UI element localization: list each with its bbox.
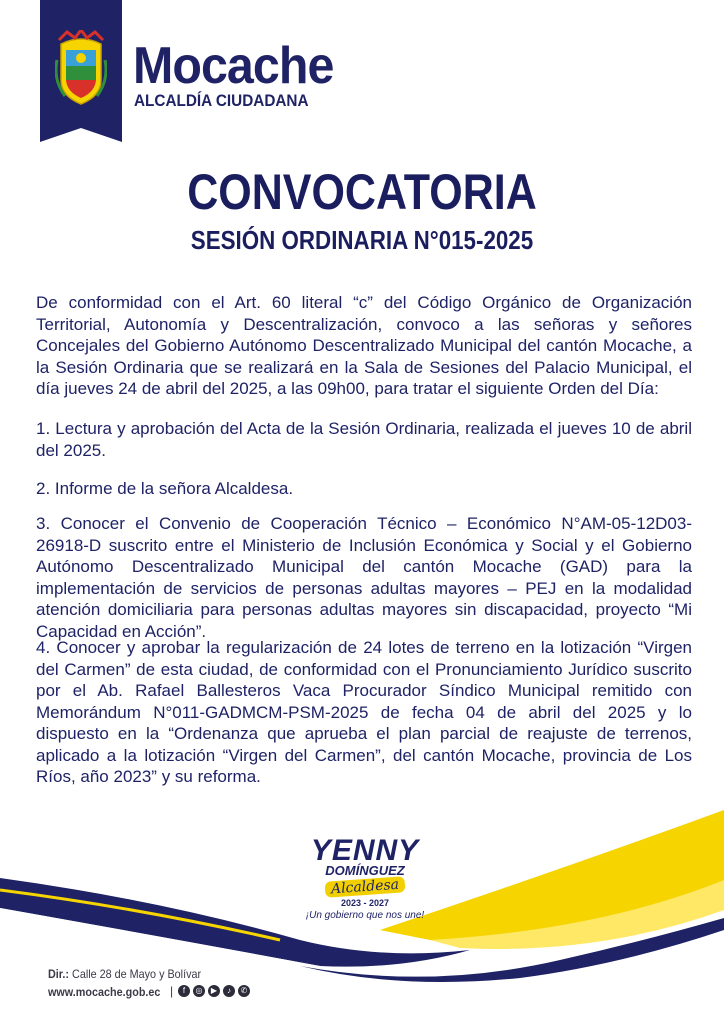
brand-name: Mocache — [133, 37, 334, 95]
agenda-item-3: 3. Conocer el Convenio de Cooperación Técnico – Económico N°AM-05-12D03-26918-D suscrito entre el Ministerio de Inclusión Económica y Social y el Gobierno Autónomo Descentralizado Municipal del cantón Mocache (GAD) para la implementación de servicios de personas adultas mayores – PEJ en la modalidad atención domiciliaria para personas adultas mayores sin discapacidad, proyecto “Mi Capacidad en Acción”. — [36, 514, 692, 641]
footer-address-label: Dir.: — [48, 967, 70, 981]
footer-address — [48, 966, 201, 982]
footer-separator: | — [170, 984, 174, 998]
agenda-item-4: 4. Conocer y aprobar la regularización de 24 lotes de terreno en la lotización “Virgen del Carmen” de esta ciudad, de conformidad con el Pronunciamiento Jurídico suscrito por el Ab. Rafael Ballesteros Vaca Procurador Síndico Municipal remitido con Memorándum N°011-GADMCM-PSM-2025 de fecha 04 de abril del 2025 y lo dispuesto en la “Ordenanza que aprueba el plan parcial de reajuste de terrenos, aplicado a la lotización “Virgen del Carmen”, del cantón Mocache, provincia de Los Ríos, año 2023” y su reforma. — [36, 638, 692, 786]
instagram-icon[interactable]: ◎ — [193, 985, 205, 997]
footer-website-link[interactable]: www.mocache.gob.ec — [48, 985, 161, 999]
page-title: CONVOCATORIA — [187, 164, 537, 220]
social-icons — [178, 985, 250, 997]
facebook-icon[interactable]: f — [178, 985, 190, 997]
intro-paragraph: De conformidad con el Art. 60 literal “c” del Código Orgánico de Organización Territorial, Autonomía y Descentralización, convoco a las señoras y señores Concejales del Gobierno Autónomo Descentralizado Municipal del cantón Mocache, a la Sesión Ordinaria que se realizará en la Sala de Sesiones del Palacio Municipal, el día jueves 24 de abril del 2025, a las 09h00, para tratar el siguiente Orden del Día: — [36, 293, 692, 398]
whatsapp-icon[interactable]: ✆ — [238, 985, 250, 997]
signature-role: Alcaldesa — [325, 876, 406, 898]
youtube-icon[interactable]: ▶ — [208, 985, 220, 997]
signature-name: YENNY — [310, 834, 420, 867]
agenda-item-2: 2. Informe de la señora Alcaldesa. — [36, 479, 294, 498]
mayor-signature-logo — [300, 836, 430, 923]
mocache-coat-of-arms-icon — [55, 30, 107, 106]
header-banner-tip — [40, 128, 122, 142]
signature-surname: DOMÍNGUEZ — [325, 863, 405, 878]
signature-motto: ¡Un gobierno que nos une! — [305, 910, 425, 921]
brand-tagline: ALCALDÍA CIUDADANA — [134, 91, 309, 110]
footer-address-text: Calle 28 de Mayo y Bolívar — [72, 967, 202, 981]
tiktok-icon[interactable]: ♪ — [223, 985, 235, 997]
agenda-item-1: 1. Lectura y aprobación del Acta de la Sesión Ordinaria, realizada el jueves 10 de abril del 2025. — [36, 419, 692, 460]
signature-years: 2023 - 2027 — [340, 898, 390, 908]
page-subtitle: SESIÓN ORDINARIA N°015-2025 — [190, 225, 534, 255]
